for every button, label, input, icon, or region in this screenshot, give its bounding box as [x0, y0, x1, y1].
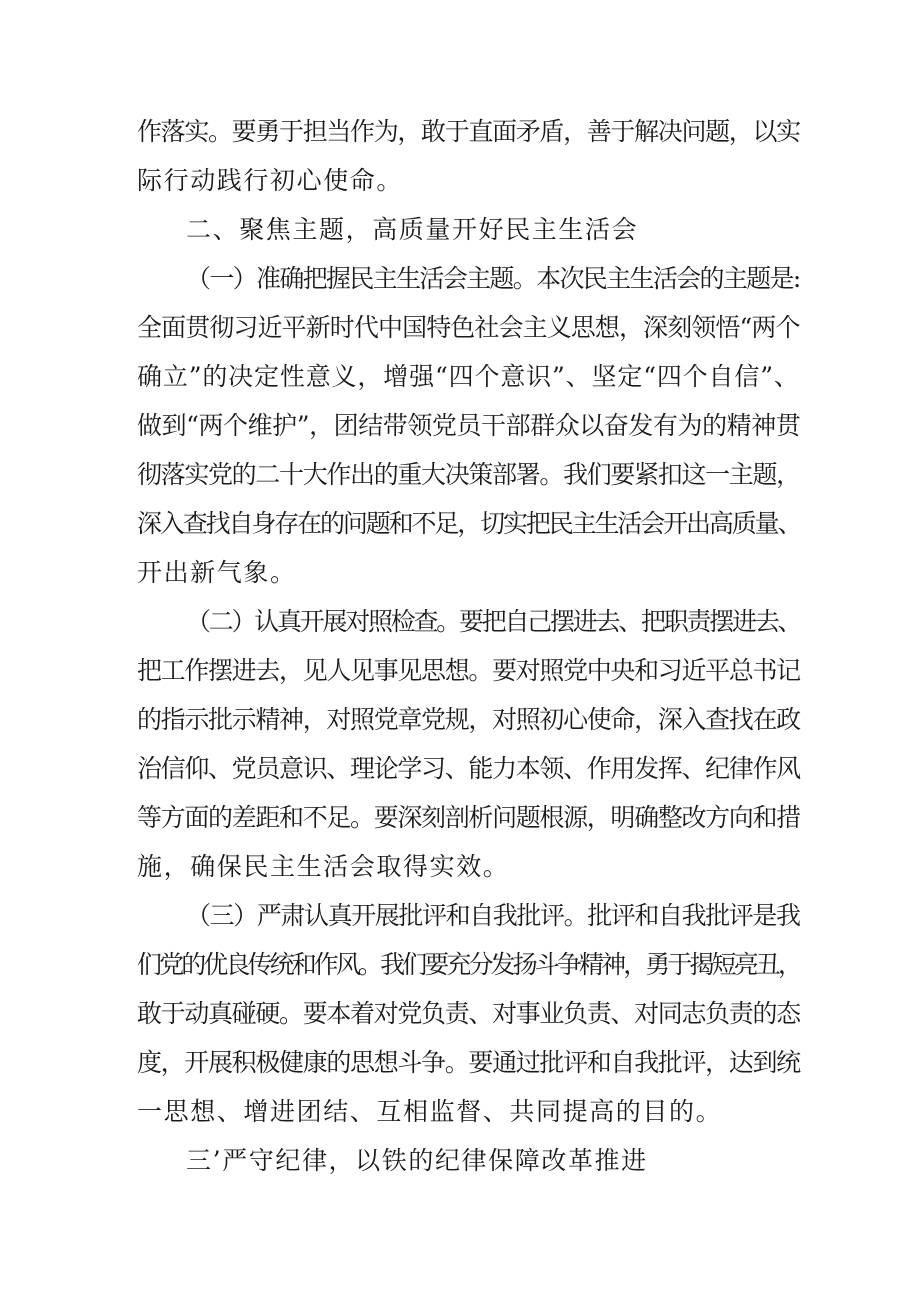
text-line: 彻落实党的二十大作出的重大决策部署。我们要紧扣这一主题，	[137, 460, 800, 489]
subsection-heading-line: （二）认真开展对照检查。要把自己摆进去、把职责摆进去、	[186, 607, 801, 636]
subsection-heading-line: （一）准确把握民主生活会主题。本次民主生活会的主题是:	[186, 264, 800, 293]
text-line: 施，确保民主生活会取得实效。	[137, 852, 510, 881]
text-line: 全面贯彻习近平新时代中国特色社会主义思想，深刻领悟“两个	[137, 313, 800, 342]
text-line: 度，开展积极健康的思想斗争。要通过批评和自我批评，达到统	[137, 1048, 800, 1077]
text-line: 等方面的差距和不足。要深刻剖析问题根源，明确整改方向和措	[137, 803, 800, 832]
text-line: 敢于动真碰硬。要本着对党负责、对事业负责、对同志负责的态	[137, 999, 800, 1028]
text-line: 们党的优良传统和作风。我们要充分发扬斗争精神，勇于揭短亮丑，	[137, 950, 801, 979]
text-line: 一思想、增进团结、互相监督、共同提高的目的。	[137, 1097, 723, 1126]
subsection-heading-line: （三）严肃认真开展批评和自我批评。批评和自我批评是我	[186, 901, 800, 930]
text-line: 开出新气象。	[137, 558, 297, 587]
section-heading: 三’严守纪律，以铁的纪律保障改革推进	[186, 1146, 648, 1175]
text-line: 治信仰、党员意识、理论学习、能力本领、作用发挥、纪律作风	[137, 754, 800, 783]
section-heading: 二、聚焦主题，高质量开好民主生活会	[186, 215, 639, 244]
text-line: 做到“两个维护”，团结带领党员干部群众以奋发有为的精神贯	[137, 411, 801, 440]
text-line: 的指示批示精神，对照党章党规，对照初心使命，深入查找在政	[137, 705, 800, 734]
text-line: 际行动践行初心使命。	[137, 166, 404, 195]
text-line: 确立”的决定性意义，增强“四个意识”、坚定“四个自信”、	[137, 362, 800, 391]
text-line: 作落实。要勇于担当作为，敢于直面矛盾，善于解决问题，以实	[137, 117, 800, 146]
text-line: 深入查找自身存在的问题和不足，切实把民主生活会开出高质量、	[137, 509, 801, 538]
text-line: 把工作摆进去，见人见事见思想。要对照党中央和习近平总书记	[137, 656, 800, 685]
